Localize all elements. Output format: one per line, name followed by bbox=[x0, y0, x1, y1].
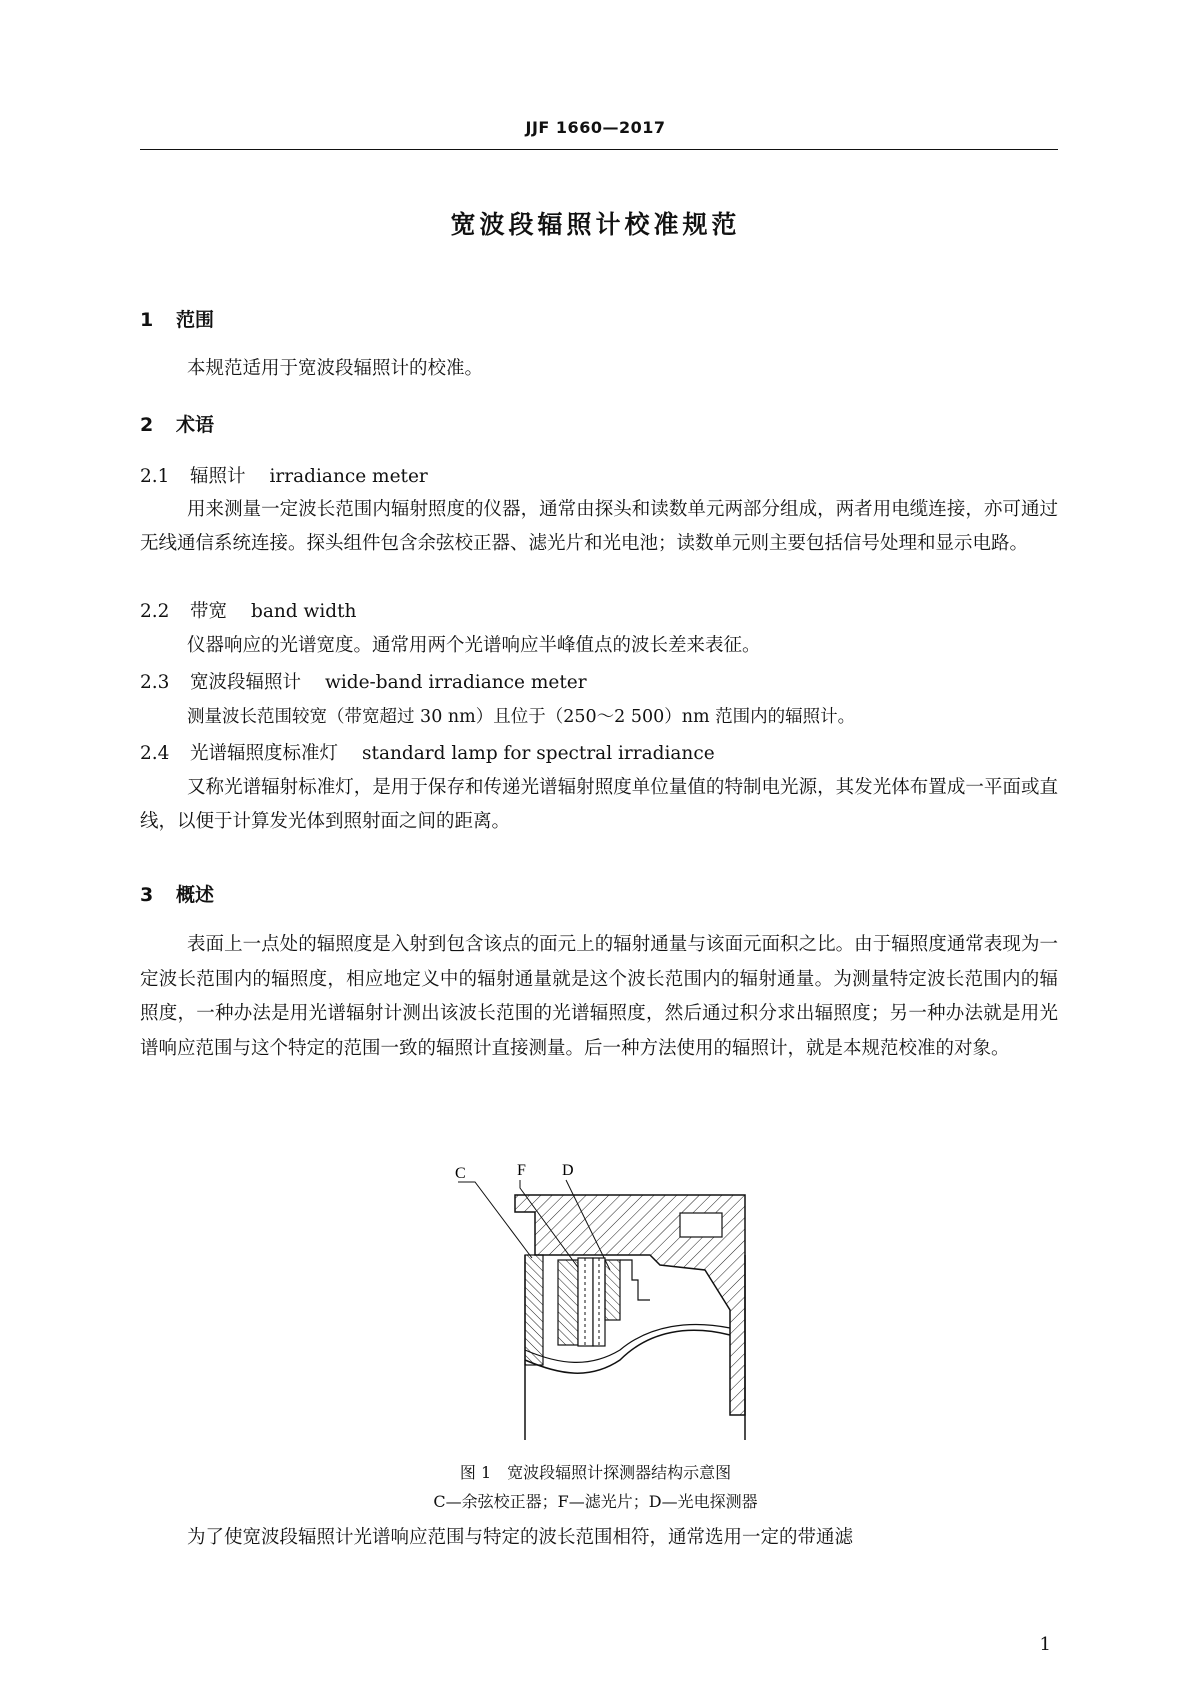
leader-c bbox=[458, 1182, 532, 1258]
term-2-3-heading bbox=[140, 668, 587, 698]
label-d: D bbox=[562, 1162, 574, 1179]
term-chinese: 辐照计 bbox=[190, 466, 246, 487]
term-2-3-definition: 测量波长范围较宽（带宽超过 30 nm）且位于（250～2 500）nm 范围内的辐照计。 bbox=[187, 707, 856, 727]
term-number: 2.3 bbox=[140, 672, 170, 693]
section-number: 1 bbox=[140, 309, 154, 331]
header-rule bbox=[140, 149, 1058, 150]
detector-structure-figure bbox=[440, 1160, 760, 1440]
document-title: 宽波段辐照计校准规范 bbox=[450, 210, 741, 239]
label-c: C bbox=[455, 1165, 466, 1182]
section-2-heading bbox=[140, 410, 214, 437]
term-chinese: 宽波段辐照计 bbox=[190, 672, 302, 693]
term-english: wide-band irradiance meter bbox=[325, 672, 587, 693]
break-line-1 bbox=[525, 1330, 730, 1373]
term-2-2-heading bbox=[140, 597, 356, 627]
term-2-2-definition: 仪器响应的光谱宽度。通常用两个光谱响应半峰值点的波长差来表征。 bbox=[187, 635, 761, 656]
term-2-1-definition: 用来测量一定波长范围内辐射照度的仪器，通常由探头和读数单元两部分组成，两者用电缆连接，亦可通过无线通信系统连接。探头组件包含余弦校正器、滤光片和光电池；读数单元则主要包括信号处理和显示电路。 bbox=[140, 499, 1058, 554]
cosine-corrector bbox=[525, 1255, 543, 1365]
term-number: 2.2 bbox=[140, 601, 170, 622]
term-chinese: 光谱辐照度标准灯 bbox=[190, 743, 339, 764]
continuation-paragraph: 为了使宽波段辐照计光谱响应范围与特定的波长范围相符，通常选用一定的带通滤 bbox=[187, 1527, 854, 1548]
section-1-paragraph: 本规范适用于宽波段辐照计的校准。 bbox=[187, 358, 484, 379]
term-2-4-definition: 又称光谱辐射标准灯，是用于保存和传递光谱辐射照度单位量值的特制电光源，其发光体布置成一平面或直线，以便于计算发光体到照射面之间的距离。 bbox=[140, 777, 1058, 832]
section-1-heading bbox=[140, 305, 214, 332]
term-chinese: 带宽 bbox=[190, 601, 228, 622]
page-number: 1 bbox=[1039, 1634, 1051, 1655]
section-3-paragraph: 表面上一点处的辐照度是入射到包含该点的面元上的辐射通量与该面元面积之比。由于辐照度通常表现为一定波长范围内的辐照度，相应地定义中的辐射通量就是这个波长范围内的辐射通量。为测量特定波长范围内的辐照度，一种办法是用光谱辐射计测出该波长范围的光谱辐照度，然后通过积分求出辐照度；另一种办法就是用光谱响应范围与这个特定的范围一致的辐照计直接测量。后一种方法使用的辐照计，就是本规范校准的对象。 bbox=[140, 934, 1058, 1059]
term-english: band width bbox=[251, 601, 357, 622]
figure-legend: C—余弦校正器；F—滤光片；D—光电探测器 bbox=[433, 1492, 758, 1511]
term-english: irradiance meter bbox=[269, 466, 428, 487]
section-title: 范围 bbox=[176, 309, 215, 331]
term-2-1-heading bbox=[140, 462, 428, 492]
label-f: F bbox=[517, 1162, 526, 1179]
filter-left bbox=[558, 1260, 578, 1345]
term-english: standard lamp for spectral irradiance bbox=[362, 743, 715, 764]
section-title: 概述 bbox=[176, 884, 215, 906]
term-2-4-heading bbox=[140, 739, 715, 769]
filter-right bbox=[605, 1260, 620, 1320]
section-title: 术语 bbox=[176, 414, 215, 436]
mount-step bbox=[620, 1260, 650, 1300]
section-3-heading bbox=[140, 880, 214, 907]
section-number: 3 bbox=[140, 884, 154, 906]
housing-slot bbox=[680, 1213, 722, 1237]
term-number: 2.4 bbox=[140, 743, 170, 764]
figure-caption: 图 1 宽波段辐照计探测器结构示意图 bbox=[459, 1463, 732, 1482]
section-number: 2 bbox=[140, 414, 154, 436]
term-number: 2.1 bbox=[140, 466, 170, 487]
document-code-header: JJF 1660—2017 bbox=[525, 118, 666, 137]
